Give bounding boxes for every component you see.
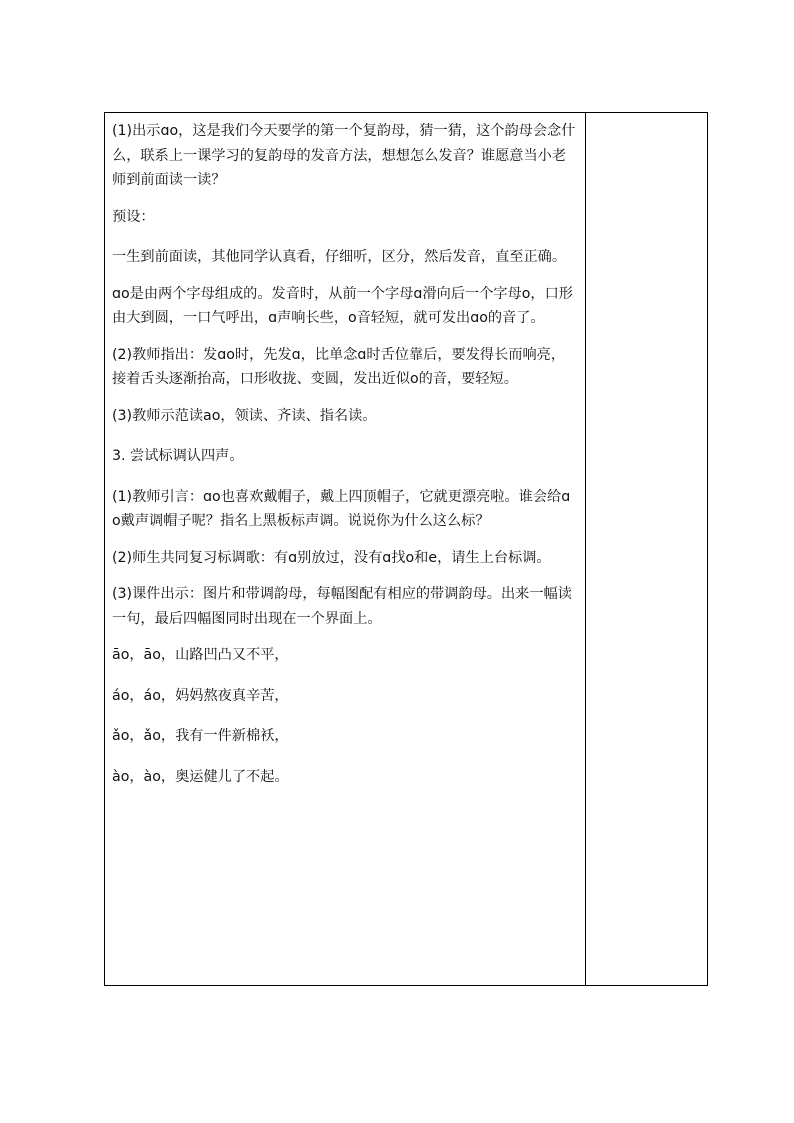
paragraph-teacher-points-out: (2)教师指出：发ɑo时，先发ɑ，比单念ɑ时舌位靠后，要发得长而响亮，接着舌头逐渐抬高，口形收拢、变圆，发出近似o的音，要轻短。 bbox=[112, 346, 566, 387]
paragraph-ao-explanation: ɑo是由两个字母组成的。发音时，从前一个字母ɑ滑向后一个字母o，口形由大到圆，一口气呼出，ɑ声响长些，o音轻短，就可发出ɑo的音了。 bbox=[112, 285, 573, 326]
notes-cell bbox=[586, 113, 707, 985]
lesson-content-cell bbox=[105, 113, 586, 985]
paragraph-tone-heading: 3. 尝试标调认四声。 bbox=[112, 448, 244, 464]
paragraph-teacher-intro: (1)教师引言：ɑo也喜欢戴帽子，戴上四顶帽子，它就更漂亮啦。谁会给ɑo戴声调帽子呢？指名上黑板标声调。说说你为什么这么标？ bbox=[112, 488, 571, 529]
rhyme-line-3: ǎo，ǎo，我有一件新棉袄， bbox=[112, 728, 289, 744]
rhyme-line-1: āo，āo，山路凹凸又不平， bbox=[112, 647, 289, 663]
paragraph-student-reads: 一生到前面读，其他同学认真看，仔细听，区分，然后发音，直至正确。 bbox=[112, 249, 567, 265]
paragraph-show-ao: (1)出示ɑo，这是我们今天要学的第一个复韵母，猜一猜，这个韵母会念什么，联系上一课学习的复韵母的发音方法，想想怎么发音？谁愿意当小老师到前面读一读？ bbox=[112, 123, 576, 188]
paragraph-teacher-demo: (3)教师示范读ao，领读、齐读、指名读。 bbox=[112, 407, 377, 424]
rhyme-line-4: ào，ào，奥运健儿了不起。 bbox=[112, 768, 289, 785]
paragraph-tone-song: (2)师生共同复习标调歌：有ɑ别放过，没有ɑ找o和e，请生上台标调。 bbox=[112, 549, 551, 566]
paragraph-courseware: (3)课件出示：图片和带调韵母，每幅图配有相应的带调韵母。出来一幅读一句，最后四幅图同时出现在一个界面上。 bbox=[112, 586, 572, 627]
lesson-table bbox=[104, 112, 708, 986]
paragraph-preset-label: 预设： bbox=[112, 208, 155, 225]
rhyme-line-2: áo，áo，妈妈熬夜真辛苦， bbox=[112, 687, 289, 704]
